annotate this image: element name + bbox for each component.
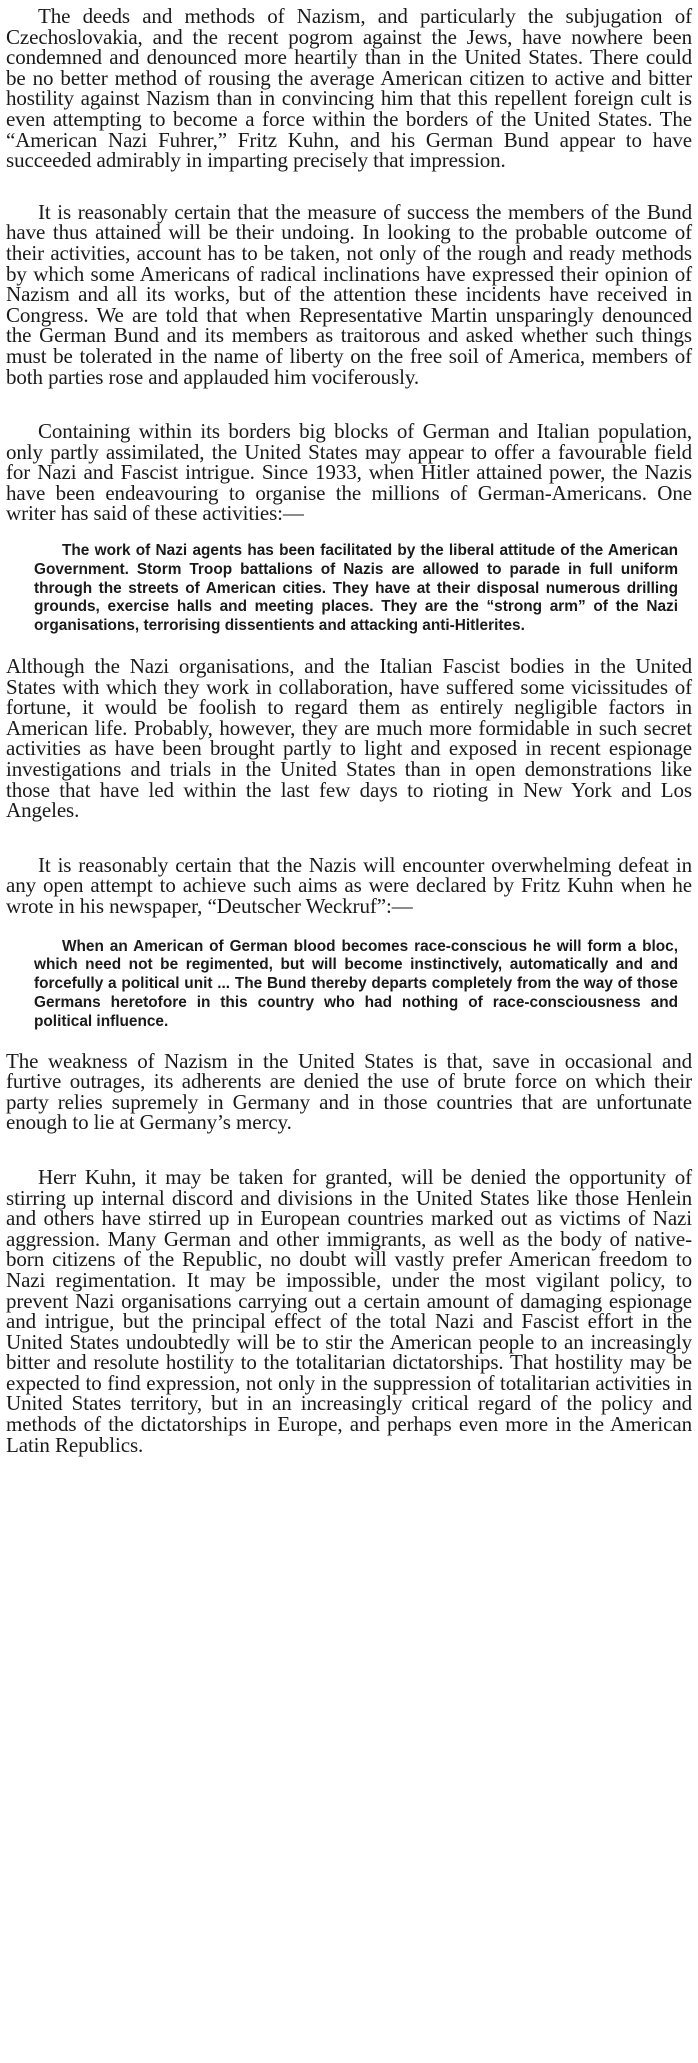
block-quote-deutscher-weckruf: When an American of German blood becomes race-conscious he will form a bloc, which need not be regimented, but will become instinctively, automatically and and forcefully a political unit ... The Bund thereby departs completely from the way of those Germans heretofore in this country who had nothing of race-consciousness and political influence. bbox=[34, 937, 678, 1030]
paragraph-nazi-organisations: Although the Nazi organisations, and the Italian Fascist bodies in the United States with which they work in collaboration, have suffered some vicissitudes of fortune, it would be foolish to regard them as entirely negligible factors in American life. Probably, however, they are much more formidable in such secret activities as have been brought partly to light and exposed in recent espionage investigations and trials in the United States than in open demonstrations like those that have led within the last few days to rioting in New York and Los Angeles. bbox=[6, 654, 692, 823]
block-quote-nazi-agents: The work of Nazi agents has been facilitated by the liberal attitude of the American Government. Storm Troop battalions of Nazis are allowed to parade in full uniform through the streets of American cities. They have at their disposal numerous drilling grounds, exercise halls and meeting places. They are the “strong arm” of the Nazi organisations, terrorising dissentients and attacking anti-Hitlerites. bbox=[34, 542, 678, 635]
paragraph-bund-undoing: It is reasonably certain that the measure of success the members of the Bund have thus attained will be their undoing. In looking to the probable outcome of their activities, account has to be taken, not only of the rough and ready methods by which some Americans of radical inclinations have expressed their opinion of Nazism and all its works, but of the attention these incidents have received in Congress. We are told that when Representative Martin unsparingly denounced the German Bund and its members as traitorous and asked whether such things must be tolerated in the name of liberty on the free soil of America, members of both parties rose and applauded him vociferously. bbox=[6, 199, 692, 389]
paragraph-herr-kuhn: Herr Kuhn, it may be taken for granted, will be denied the opportunity of stirring up internal discord and divisions in the United States like those Henlein and others have stirred up in European countries marked out as victims of Nazi aggression. Many German and other immigrants, as well as the body of native-born citizens of the Republic, no doubt will vastly prefer American freedom to Nazi regimentation. It may be impossible, under the most vigilant policy, to prevent Nazi organisations carrying out a certain amount of damaging espionage and intrigue, but the principal effect of the total Nazi and Fascist effort in the United States undoubtedly will be to stir the American people to an increasingly bitter and resolute hostility to the totalitarian dictatorships. That hostility may be expected to find expression, not only in the suppression of totalitarian activities in United States territory, but in an increasingly critical regard of the policy and methods of the dictatorships in Europe, and perhaps even more in the American Latin Republics. bbox=[6, 1164, 692, 1457]
paragraph-nazism-condemned: The deeds and methods of Nazism, and particularly the subjugation of Czechoslovakia, and the recent pogrom against the Jews, have nowhere been condemned and denounced more heartily than in the United States. There could be no better method of rousing the average American citizen to active and bitter hostility against Nazism than in convincing him that this repellent foreign cult is even attempting to become a force within the borders of the United States. The “American Nazi Fuhrer,” Fritz Kuhn, and his German Bund appear to have succeeded admirably in imparting precisely that impression. bbox=[6, 4, 692, 173]
paragraph-overwhelming-defeat: It is reasonably certain that the Nazis will encounter overwhelming defeat in any open attempt to achieve such aims as were declared by Fritz Kuhn when he wrote in his newspaper, “Deutscher Weckruf”:— bbox=[6, 852, 692, 918]
paragraph-german-italian-population: Containing within its borders big blocks of German and Italian population, only partly assimilated, the United States may appear to offer a favourable field for Nazi and Fascist intrigue. Since 1933, when Hitler attained power, the Nazis have been endeavouring to organise the millions of German-Americans. One writer has said of these activities:— bbox=[6, 419, 692, 526]
paragraph-weakness-of-nazism: The weakness of Nazism in the United States is that, save in occasional and furtive outrages, its adherents are denied the use of brute force on which their party relies supremely in Germany and in those countries that are unfortunate enough to lie at Germany’s mercy. bbox=[6, 1048, 692, 1135]
